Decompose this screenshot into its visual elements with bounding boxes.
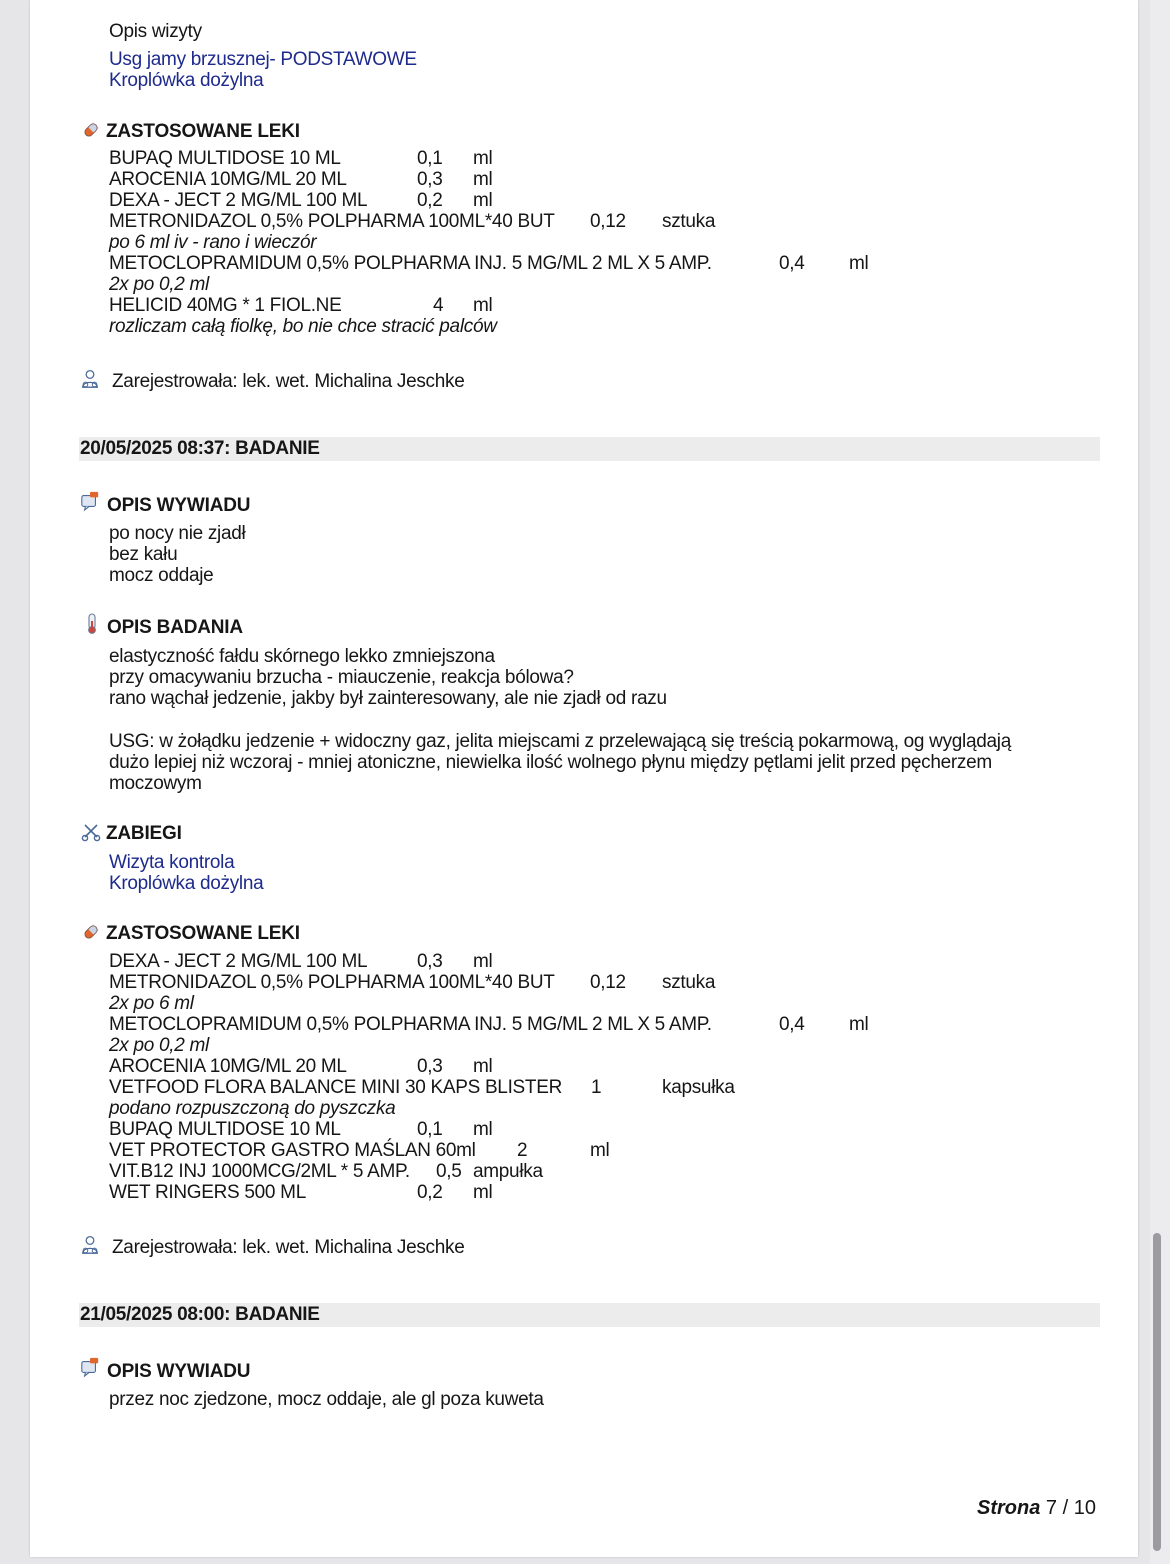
drug-note: 2x po 6 ml <box>109 993 194 1014</box>
exam-line: rano wąchał jedzenie, jakby był zainteresowany, ale nie zjadł od razu <box>109 688 667 709</box>
drug-unit: ampułka <box>473 1161 543 1182</box>
history-line: po nocy nie zjadł <box>109 523 246 544</box>
drug-quantity: 0,1 <box>417 148 443 169</box>
drug-quantity: 1 <box>591 1077 602 1098</box>
drug-note: po 6 ml iv - rano i wieczór <box>109 232 317 253</box>
procedure-link[interactable]: Kroplówka dożylna <box>109 70 264 91</box>
procedure-link[interactable]: Usg jamy brzusznej- PODSTAWOWE <box>109 49 417 70</box>
drug-quantity: 2 <box>517 1140 528 1161</box>
drug-name: HELICID 40MG * 1 FIOL.NE <box>109 295 342 316</box>
visit-header-title: 21/05/2025 08:00: BADANIE <box>80 1304 320 1325</box>
page-separator: / <box>1062 1497 1069 1519</box>
drug-quantity: 0,5 <box>436 1161 462 1182</box>
drug-unit: ml <box>473 295 493 316</box>
history-line: mocz oddaje <box>109 565 214 586</box>
drug-unit: ml <box>473 148 493 169</box>
thermometer-icon <box>82 613 102 635</box>
drug-unit: ml <box>849 1014 869 1035</box>
usg-line: moczowym <box>109 773 202 794</box>
interview-icon <box>80 490 100 512</box>
drug-quantity: 0,3 <box>417 951 443 972</box>
section-heading-exam: OPIS BADANIA <box>107 617 243 638</box>
drug-quantity: 0,2 <box>417 190 443 211</box>
drug-name: DEXA - JECT 2 MG/ML 100 ML <box>109 190 368 211</box>
page-current: 7 <box>1045 1497 1058 1519</box>
drug-name: BUPAQ MULTIDOSE 10 ML <box>109 1119 341 1140</box>
drug-note: 2x po 0,2 ml <box>109 274 209 295</box>
visit-header <box>79 1303 1100 1327</box>
drug-name: METOCLOPRAMIDUM 0,5% POLPHARMA INJ. 5 MG/ML 2 ML X 5 AMP. <box>109 1014 712 1035</box>
drug-unit: sztuka <box>662 972 716 993</box>
exam-line: przy omacywaniu brzucha - miauczenie, reakcja bólowa? <box>109 667 574 688</box>
drug-note: podano rozpuszczoną do pyszczka <box>109 1098 396 1119</box>
drug-quantity: 0,3 <box>417 169 443 190</box>
drug-note: rozliczam całą fiolkę, bo nie chce stracić palców <box>109 316 497 337</box>
user-icon <box>80 368 100 390</box>
section-heading-procedures: ZABIEGI <box>106 823 182 844</box>
history-line: przez noc zjedzone, mocz oddaje, ale gl poza kuweta <box>109 1389 544 1410</box>
drug-name: AROCENIA 10MG/ML 20 ML <box>109 169 347 190</box>
drug-name: AROCENIA 10MG/ML 20 ML <box>109 1056 347 1077</box>
section-heading-history: OPIS WYWIADU <box>107 1361 251 1382</box>
drug-quantity: 0,4 <box>779 253 805 274</box>
drug-name: WET RINGERS 500 ML <box>109 1182 306 1203</box>
drug-unit: ml <box>473 190 493 211</box>
section-heading-history: OPIS WYWIADU <box>107 495 251 516</box>
user-icon <box>80 1234 100 1256</box>
drug-name: METOCLOPRAMIDUM 0,5% POLPHARMA INJ. 5 MG/ML 2 ML X 5 AMP. <box>109 253 712 274</box>
drug-name: METRONIDAZOL 0,5% POLPHARMA 100ML*40 BUT <box>109 972 555 993</box>
pill-icon <box>81 921 101 943</box>
drug-name: VETFOOD FLORA BALANCE MINI 30 KAPS BLISTER <box>109 1077 563 1098</box>
drug-unit: ml <box>473 169 493 190</box>
drug-quantity: 0,12 <box>590 211 626 232</box>
drug-quantity: 0,4 <box>779 1014 805 1035</box>
interview-icon <box>80 1356 100 1378</box>
drug-unit: ml <box>590 1140 610 1161</box>
drug-quantity: 4 <box>433 295 444 316</box>
registered-by: Zarejestrowała: lek. wet. Michalina Jeschke <box>112 371 465 392</box>
drug-name: VET PROTECTOR GASTRO MAŚLAN 60ml <box>109 1140 476 1161</box>
pill-icon <box>81 119 101 141</box>
page-number <box>977 1497 1096 1520</box>
drug-unit: ml <box>473 951 493 972</box>
visit-description-label: Opis wizyty <box>109 21 202 42</box>
drug-unit: ml <box>473 1056 493 1077</box>
scissors-icon <box>81 821 101 843</box>
exam-line: elastyczność fałdu skórnego lekko zmniejszona <box>109 646 495 667</box>
drug-unit: ml <box>849 253 869 274</box>
history-line: bez kału <box>109 544 178 565</box>
drug-note: 2x po 0,2 ml <box>109 1035 209 1056</box>
page-total: 10 <box>1073 1497 1096 1519</box>
usg-line: USG: w żołądku jedzenie + widoczny gaz, jelita miejscami z przelewającą się treścią pokarmową, og wyglądają <box>109 731 1011 752</box>
visit-header-title: 20/05/2025 08:37: BADANIE <box>80 438 320 459</box>
drug-name: DEXA - JECT 2 MG/ML 100 ML <box>109 951 368 972</box>
drug-name: BUPAQ MULTIDOSE 10 ML <box>109 148 341 169</box>
registered-by: Zarejestrowała: lek. wet. Michalina Jeschke <box>112 1237 465 1258</box>
drug-quantity: 0,3 <box>417 1056 443 1077</box>
drug-unit: ml <box>473 1119 493 1140</box>
page-label: Strona <box>977 1497 1041 1519</box>
usg-line: dużo lepiej niż wczoraj - mniej atoniczne, niewielka ilość wolnego płynu między pętlami jelit przed pęcherzem <box>109 752 992 773</box>
section-heading-drugs: ZASTOSOWANE LEKI <box>106 121 300 142</box>
procedure-link[interactable]: Wizyta kontrola <box>109 852 235 873</box>
visit-header <box>79 437 1100 461</box>
scrollbar-thumb[interactable] <box>1153 1233 1161 1551</box>
drug-name: METRONIDAZOL 0,5% POLPHARMA 100ML*40 BUT <box>109 211 555 232</box>
section-heading-drugs: ZASTOSOWANE LEKI <box>106 923 300 944</box>
drug-unit: ml <box>473 1182 493 1203</box>
drug-name: VIT.B12 INJ 1000MCG/2ML * 5 AMP. <box>109 1161 410 1182</box>
drug-quantity: 0,1 <box>417 1119 443 1140</box>
drug-quantity: 0,12 <box>590 972 626 993</box>
drug-unit: sztuka <box>662 211 716 232</box>
drug-unit: kapsułka <box>662 1077 735 1098</box>
drug-quantity: 0,2 <box>417 1182 443 1203</box>
procedure-link[interactable]: Kroplówka dożylna <box>109 873 264 894</box>
